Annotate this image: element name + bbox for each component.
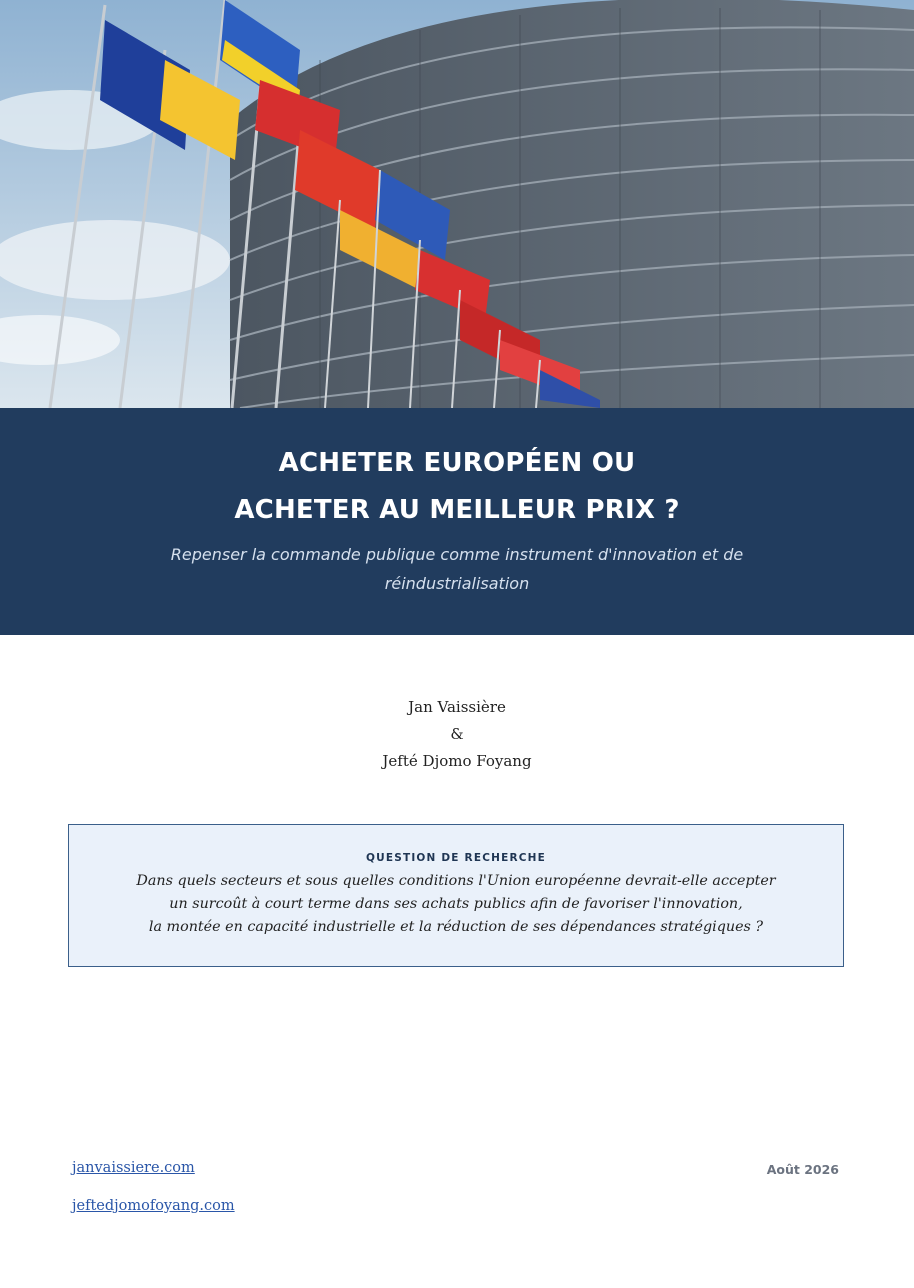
title-banner [0, 408, 914, 635]
parliament-flags-image [0, 0, 914, 408]
cover-photo [0, 0, 914, 408]
website-link-jan[interactable]: janvaissiere.com [72, 1160, 195, 1176]
research-question-text [69, 870, 843, 939]
author-name: Jefté Djomo Foyang [382, 752, 532, 770]
subtitle-line-1: Repenser la commande publique comme instrument d'innovation et de [170, 545, 744, 564]
title-line-2: ACHETER AU MEILLEUR PRIX ? [234, 495, 680, 525]
research-question-line: la montée en capacité industrielle et la réduction de ses dépendances stratégiques ? [148, 919, 764, 935]
website-link-jefte[interactable]: jeftedjomofoyang.com [72, 1198, 235, 1214]
author-separator: & [450, 725, 464, 743]
research-question-heading: QUESTION DE RECHERCHE [365, 852, 547, 864]
research-question-line: Dans quels secteurs et sous quelles conditions l'Union européenne devrait-elle accepter [136, 873, 776, 889]
publication-date: Août 2026 [766, 1162, 839, 1177]
subtitle [140, 540, 774, 598]
authors-block [0, 694, 914, 775]
subtitle-line-2: réindustrialisation [384, 574, 530, 593]
author-name: Jan Vaissière [408, 698, 506, 716]
research-question-line: un surcoût à court terme dans ses achats publics afin de favoriser l'innovation, [169, 896, 743, 912]
title-line-1: ACHETER EUROPÉEN OU [278, 448, 636, 478]
research-question-box [68, 824, 844, 967]
